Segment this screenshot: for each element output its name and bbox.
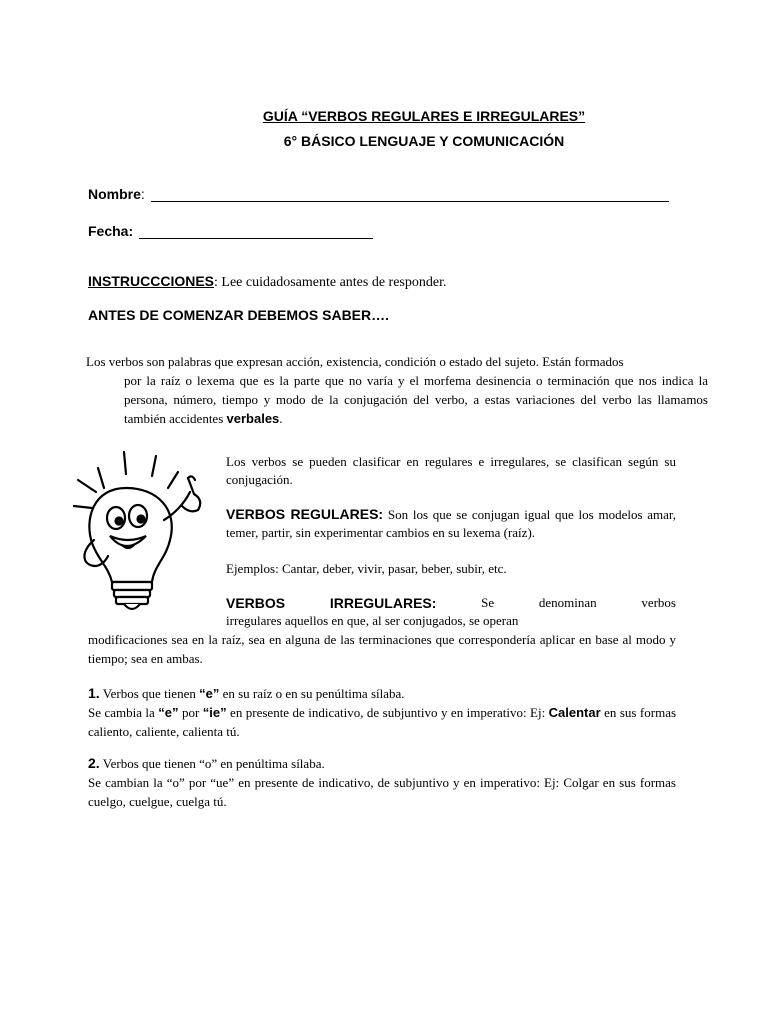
nombre-colon: : [140,186,145,202]
instructions-text: : Lee cuidadosamente antes de responder. [214,275,447,290]
fecha-row [88,223,373,239]
irregulares-heading: VERBOS IRREGULARES: Se denominan verbos [226,595,676,611]
rule-2: 2. Verbos que tienen “o” en penúltima sílaba. Se cambian la “o” por “ue” en presente de indicativo, de subjuntivo y en imperativo: Ej: Colgar en sus formas cuelgo, cuelgue, cuelga tú. [88,755,676,809]
fecha-field[interactable] [139,224,373,239]
lightbulb-illustration [66,448,226,618]
ray-6 [78,480,96,492]
ray-2 [124,452,126,474]
nombre-field[interactable] [151,187,669,202]
ray-4 [168,472,178,488]
classification-text: Los verbos se pueden clasificar en regulares e irregulares, se clasifican según su conjugación. [226,454,676,487]
intro-bold-word: verbales [226,411,280,426]
irregulares-line3: modificaciones sea en la raíz, sea en alguna de las terminaciones que correspondería aplicar en base al modo y tiempo; sea en ambas. [88,632,676,666]
nombre-label: Nombre [88,186,141,202]
calentar-word: Calentar [548,705,601,720]
section-heading: ANTES DE COMENZAR DEBEMOS SABER…. [88,307,390,323]
nombre-row [88,186,669,202]
ray-5 [74,506,92,508]
irregulares-block [226,594,676,630]
regulares-examples: Ejemplos: Cantar, deber, vivir, pasar, beber, subir, etc. [226,561,507,576]
intro-rest: por la raíz o lexema que es la parte que no varía y el morfema desinencia o terminación que nos indica la persona, número, tiempo y modo de la conjugación del verbo, a estas variaciones del verbo las llamamos también accidentes verbales. [124,373,708,426]
rule-1-number: 1. [88,685,100,701]
page-title: GUÍA “VERBOS REGULARES E IRREGULARES” [262,108,586,124]
ray-1 [98,468,104,488]
ray-3 [152,456,156,476]
intro-paragraph [86,352,708,428]
regulares-text: Son los que se conjugan igual que los modelos amar, temer, partir, sin experimentar cambios en su lexema (raíz). [226,507,676,540]
rule-1: 1. Verbos que tienen “e” en su raíz o en su penúltima sílaba. Se cambia la “e” por “ie” en presente de indicativo, de subjuntivo y en imperativo: Ej: Calentar en sus formas caliento, caliente, calienta tú. [88,685,677,739]
regulares-block [226,505,676,542]
rule-2-number: 2. [88,755,100,771]
intro-first-line: Los verbos son palabras que expresan acción, existencia, condición o estado del sujeto. Están formados [86,354,624,369]
regulares-heading: VERBOS REGULARES: [226,506,384,522]
fecha-label: Fecha: [88,223,134,239]
page-subtitle: 6° BÁSICO LENGUAJE Y COMUNICACIÓN [283,133,565,149]
instructions [88,273,446,291]
instructions-label: INSTRUCCCIONES [88,273,215,289]
irregulares-line2: irregulares aquellos en que, al ser conjugados, se operan [226,613,519,628]
